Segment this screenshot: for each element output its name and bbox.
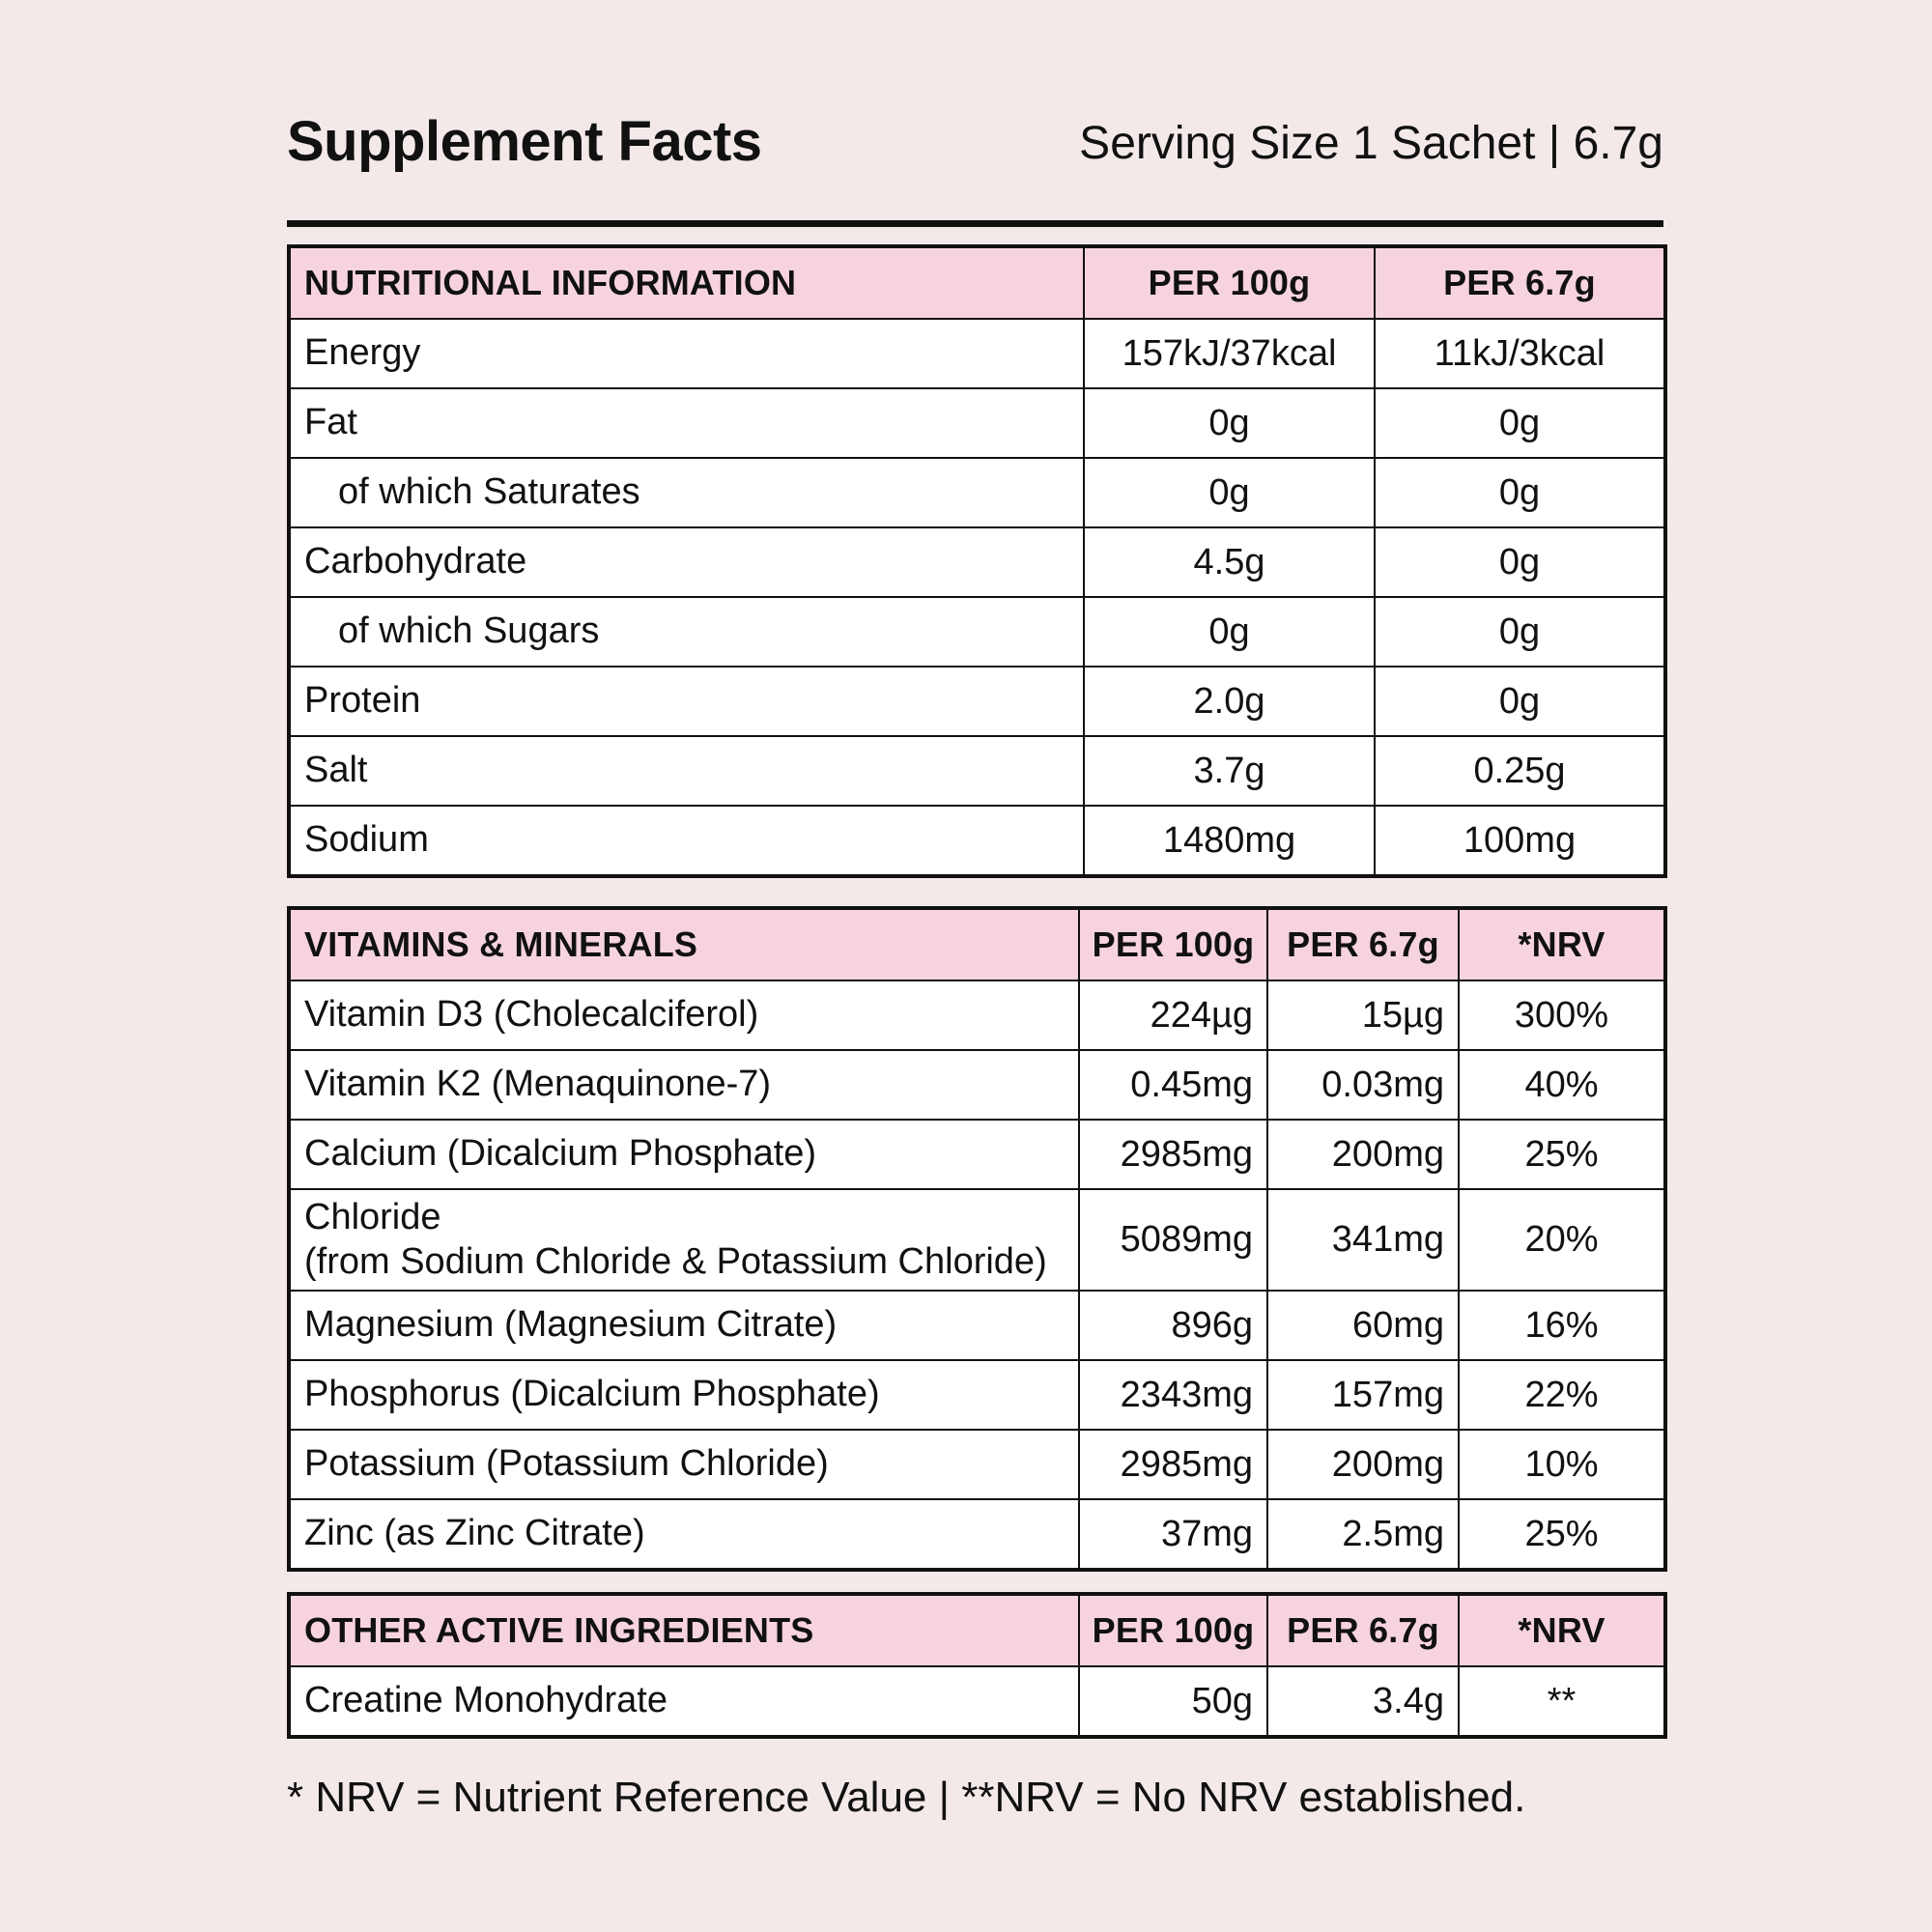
row-per-serving: 2.5mg — [1267, 1499, 1459, 1570]
row-per-100g: 0g — [1084, 458, 1375, 527]
row-per-serving: 0.25g — [1375, 736, 1665, 806]
other-table-body — [289, 1666, 1665, 1737]
nutrition-table-body — [289, 319, 1665, 876]
row-per-100g: 5089mg — [1079, 1189, 1267, 1291]
vitamins-table-body — [289, 980, 1665, 1570]
title-divider — [287, 220, 1663, 227]
row-per-100g: 50g — [1079, 1666, 1267, 1737]
panel-header — [287, 110, 1663, 173]
row-label — [289, 1189, 1079, 1291]
other-header-nrv: *NRV — [1459, 1594, 1665, 1666]
nutrition-header-per-100g: PER 100g — [1084, 246, 1375, 319]
row-per-serving: 0g — [1375, 597, 1665, 667]
row-label: Energy — [289, 319, 1084, 388]
row-nrv: 25% — [1459, 1120, 1665, 1189]
row-per-100g: 0.45mg — [1079, 1050, 1267, 1120]
row-per-serving: 11kJ/3kcal — [1375, 319, 1665, 388]
row-nrv: 20% — [1459, 1189, 1665, 1291]
row-label: of which Saturates — [289, 458, 1084, 527]
vitamins-table-header-row — [289, 908, 1665, 980]
row-label: Creatine Monohydrate — [289, 1666, 1079, 1737]
other-header-per-100g: PER 100g — [1079, 1594, 1267, 1666]
row-per-serving: 60mg — [1267, 1291, 1459, 1360]
row-per-serving: 0g — [1375, 527, 1665, 597]
vitamins-header-per-serving: PER 6.7g — [1267, 908, 1459, 980]
row-label: Magnesium (Magnesium Citrate) — [289, 1291, 1079, 1360]
row-per-100g: 2343mg — [1079, 1360, 1267, 1430]
table-row — [289, 319, 1665, 388]
row-label-line2: (from Sodium Chloride & Potassium Chloride) — [304, 1240, 1047, 1282]
row-nrv: ** — [1459, 1666, 1665, 1737]
row-per-100g: 2985mg — [1079, 1430, 1267, 1499]
table-row — [289, 1050, 1665, 1120]
row-per-100g: 37mg — [1079, 1499, 1267, 1570]
row-per-100g: 157kJ/37kcal — [1084, 319, 1375, 388]
row-nrv: 10% — [1459, 1430, 1665, 1499]
row-per-100g: 896g — [1079, 1291, 1267, 1360]
row-per-serving: 200mg — [1267, 1120, 1459, 1189]
row-per-100g: 0g — [1084, 388, 1375, 458]
row-per-100g: 2985mg — [1079, 1120, 1267, 1189]
row-nrv: 300% — [1459, 980, 1665, 1050]
row-label: Vitamin D3 (Cholecalciferol) — [289, 980, 1079, 1050]
page-title: Supplement Facts — [287, 110, 762, 173]
other-table-header-row — [289, 1594, 1665, 1666]
nutrition-header-per-serving: PER 6.7g — [1375, 246, 1665, 319]
nrv-footnote: * NRV = Nutrient Reference Value | **NRV = No NRV established. — [287, 1774, 1526, 1821]
row-per-serving: 100mg — [1375, 806, 1665, 876]
row-label: Phosphorus (Dicalcium Phosphate) — [289, 1360, 1079, 1430]
row-label: Calcium (Dicalcium Phosphate) — [289, 1120, 1079, 1189]
serving-size-text: Serving Size 1 Sachet | 6.7g — [1079, 118, 1663, 169]
row-per-100g: 1480mg — [1084, 806, 1375, 876]
row-per-100g: 224µg — [1079, 980, 1267, 1050]
table-row — [289, 1430, 1665, 1499]
row-per-serving: 0g — [1375, 458, 1665, 527]
other-header-label: OTHER ACTIVE INGREDIENTS — [289, 1594, 1079, 1666]
row-per-serving: 15µg — [1267, 980, 1459, 1050]
row-per-serving: 157mg — [1267, 1360, 1459, 1430]
table-row — [289, 458, 1665, 527]
table-row — [289, 1360, 1665, 1430]
table-row — [289, 736, 1665, 806]
table-row — [289, 980, 1665, 1050]
row-per-100g: 4.5g — [1084, 527, 1375, 597]
row-label-line1: Chloride — [304, 1197, 441, 1237]
row-per-serving: 0g — [1375, 388, 1665, 458]
row-per-serving: 341mg — [1267, 1189, 1459, 1291]
row-label: of which Sugars — [289, 597, 1084, 667]
row-per-100g: 0g — [1084, 597, 1375, 667]
table-row — [289, 806, 1665, 876]
row-per-serving: 0.03mg — [1267, 1050, 1459, 1120]
table-row — [289, 1291, 1665, 1360]
table-row — [289, 527, 1665, 597]
nutrition-table-header-row — [289, 246, 1665, 319]
vitamins-minerals-table — [287, 906, 1667, 1572]
row-label: Carbohydrate — [289, 527, 1084, 597]
row-nrv: 25% — [1459, 1499, 1665, 1570]
row-nrv: 22% — [1459, 1360, 1665, 1430]
row-label: Sodium — [289, 806, 1084, 876]
row-per-100g: 3.7g — [1084, 736, 1375, 806]
other-header-per-serving: PER 6.7g — [1267, 1594, 1459, 1666]
table-row — [289, 1120, 1665, 1189]
row-label: Fat — [289, 388, 1084, 458]
vitamins-header-label: VITAMINS & MINERALS — [289, 908, 1079, 980]
table-row — [289, 1499, 1665, 1570]
other-active-ingredients-table — [287, 1592, 1667, 1739]
row-label: Potassium (Potassium Chloride) — [289, 1430, 1079, 1499]
nutrition-header-label: NUTRITIONAL INFORMATION — [289, 246, 1084, 319]
table-row — [289, 388, 1665, 458]
table-row — [289, 1666, 1665, 1737]
row-per-serving: 3.4g — [1267, 1666, 1459, 1737]
row-label: Protein — [289, 667, 1084, 736]
vitamins-header-nrv: *NRV — [1459, 908, 1665, 980]
row-label: Salt — [289, 736, 1084, 806]
row-nrv: 16% — [1459, 1291, 1665, 1360]
row-per-serving: 200mg — [1267, 1430, 1459, 1499]
row-label: Zinc (as Zinc Citrate) — [289, 1499, 1079, 1570]
row-per-serving: 0g — [1375, 667, 1665, 736]
nutrition-table — [287, 244, 1667, 878]
table-row — [289, 597, 1665, 667]
row-per-100g: 2.0g — [1084, 667, 1375, 736]
row-nrv: 40% — [1459, 1050, 1665, 1120]
table-row — [289, 1189, 1665, 1291]
vitamins-header-per-100g: PER 100g — [1079, 908, 1267, 980]
table-row — [289, 667, 1665, 736]
row-label: Vitamin K2 (Menaquinone-7) — [289, 1050, 1079, 1120]
